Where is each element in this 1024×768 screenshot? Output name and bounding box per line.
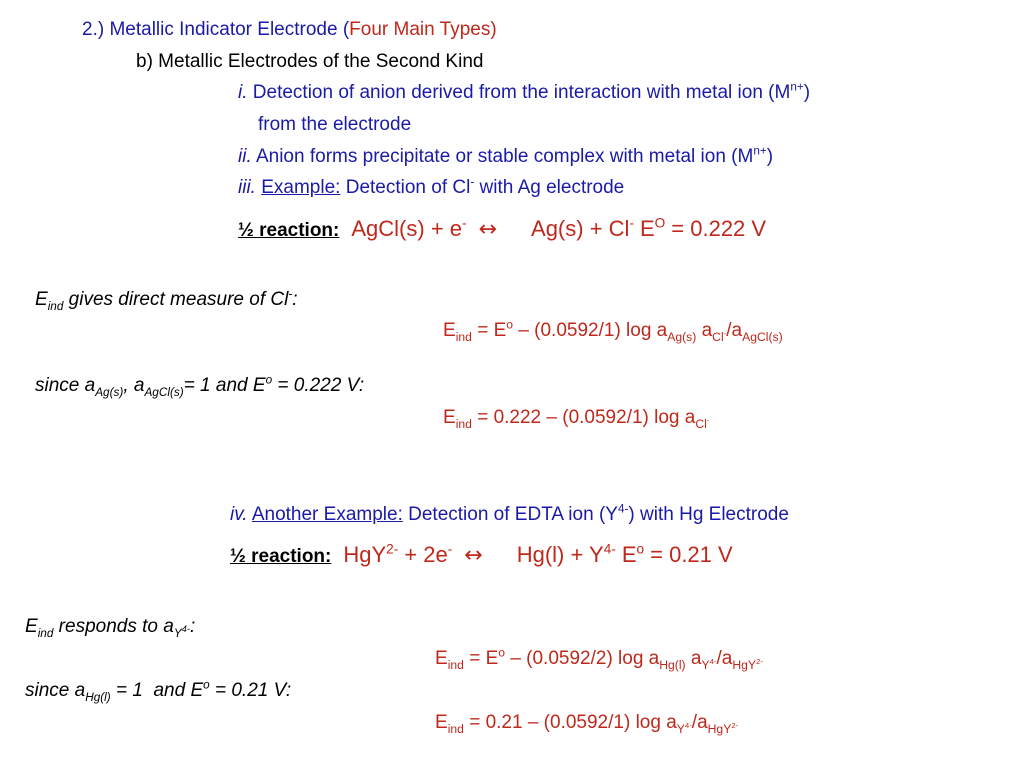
eq3-E: E (435, 648, 448, 669)
heading-types: Four Main Types (349, 19, 491, 40)
item-iii-tail: with Ag electrode (479, 177, 625, 198)
item-iv (230, 504, 789, 527)
e2-colon: : (190, 616, 196, 637)
item-ii-text: Anion forms precipitate or stable complex with metal ion (M (255, 146, 754, 167)
r2-product: Hg(l) + Y (516, 542, 604, 567)
item-iv-tail: ) with Hg Electrode (628, 504, 789, 525)
eq1-o: o (506, 317, 514, 332)
eq2-t1: = 0.222 – (0.0592/1) log a (477, 407, 696, 428)
r1-product: Ag(s) + Cl (531, 216, 630, 241)
item-iii-text: Detection of Cl (345, 177, 471, 198)
s1-t4: = 0.222 V: (277, 375, 365, 396)
s2-sub1: Hg(l) (85, 690, 111, 704)
eq3-t3: a (690, 648, 702, 669)
r2-sup2: - (447, 541, 453, 557)
eq3-sub2-text: Y (701, 657, 710, 672)
e1-colon: : (292, 289, 298, 310)
half-reaction-1 (238, 216, 766, 243)
r2-sup4: o (636, 541, 645, 557)
e2-sub2-text: Y (173, 626, 182, 640)
eq3-t2: – (0.0592/2) log a (510, 648, 660, 669)
example-label: Example: (261, 177, 341, 198)
s2-t3: = 0.21 V: (214, 680, 292, 701)
s1-sub2: AgCl(s) (144, 385, 184, 399)
item-i-close: ) (803, 82, 811, 103)
item-i (238, 82, 810, 105)
e2-E: E (25, 616, 38, 637)
eq3-sub3 (732, 658, 763, 672)
eq3-sub3-sup: 2- (756, 656, 763, 666)
eq1-t1: = E (477, 320, 507, 341)
eq2-sub-text: Cl (695, 416, 707, 431)
item-iii (238, 177, 624, 200)
eq4-sub2-text: HgY (707, 721, 732, 736)
r1-sup3: O (654, 215, 666, 231)
eq3-t1: = E (469, 648, 499, 669)
eq1-sub2-text: Cl (712, 329, 724, 344)
eq1-sub2-sup: - (723, 328, 727, 338)
e2-sub2 (173, 622, 191, 640)
eq2-sub-sup: - (706, 415, 710, 425)
r2-electrons: + 2e (404, 542, 448, 567)
eq1-t2: – (0.0592/1) log a (518, 320, 668, 341)
eq3-t4: /a (716, 648, 733, 669)
r1-E: E (639, 216, 655, 241)
eq1-E: E (443, 320, 456, 341)
half-reaction-2 (230, 542, 733, 569)
eq4-sub1-text: Y (676, 721, 685, 736)
eind-statement-1 (35, 289, 298, 312)
s1-sup: o (265, 373, 273, 387)
eind-statement-2 (25, 616, 195, 639)
another-example-label: Another Example: (251, 504, 403, 525)
r1-sup2: - (629, 215, 634, 231)
r2-sup1: 2- (386, 541, 399, 557)
eq3-sub2 (701, 658, 716, 672)
s1-t3: = 1 and E (183, 375, 266, 396)
eq4-t2: /a (691, 712, 708, 733)
e2-text: responds to a (58, 616, 174, 637)
heading-prefix: 2.) Metallic Indicator Electrode ( (82, 19, 350, 40)
heading-suffix: ) (490, 19, 497, 40)
item-i-sup: n+ (790, 80, 804, 94)
eq4-sub1-sup: 4- (684, 720, 692, 730)
eq4-sub2 (708, 722, 739, 736)
since-statement-2 (25, 680, 291, 703)
s1-t1: since a (35, 375, 96, 396)
eq1-t3: a (701, 320, 713, 341)
item-iv-text: Detection of EDTA ion (Y (408, 504, 618, 525)
item-ii-num: ii. (238, 146, 252, 167)
e1-E: E (35, 289, 48, 310)
subheading: b) Metallic Electrodes of the Second Kind (136, 51, 484, 72)
eq2-ind: ind (455, 416, 472, 431)
eq1-sub2 (712, 330, 726, 344)
item-i-line2: from the electrode (258, 114, 412, 135)
eq3-ind: ind (447, 657, 464, 672)
item-i-num: i. (238, 82, 248, 103)
slide-heading (82, 19, 497, 42)
equation-2 (443, 407, 709, 430)
r2-sup3: 4- (603, 541, 616, 557)
r1-value: = 0.222 V (671, 216, 767, 241)
r2-reactant: HgY (343, 542, 387, 567)
item-ii-close: ) (766, 146, 774, 167)
eq4-E: E (435, 712, 448, 733)
eq4-t1: = 0.21 – (0.0592/1) log a (469, 712, 677, 733)
r2-E: E (621, 542, 637, 567)
eq1-sub3: AgCl(s) (742, 329, 783, 344)
s2-t1: since a (25, 680, 86, 701)
e2-sub2-sup: 4- (181, 622, 191, 634)
e2-sub: ind (37, 626, 54, 640)
s1-t2: , a (123, 375, 145, 396)
equation-4 (435, 712, 738, 735)
r1-sup1: - (462, 215, 467, 231)
e1-sub: ind (47, 299, 64, 313)
r2-arrow: ↔ (464, 543, 483, 568)
item-ii-sup: n+ (753, 144, 767, 158)
eq4-sub1 (677, 722, 692, 736)
half-reaction-2-label: ½ reaction: (230, 546, 332, 567)
e1-text: gives direct measure of Cl (68, 289, 289, 310)
item-iii-num: iii. (238, 177, 256, 198)
eq4-ind: ind (447, 721, 464, 736)
e1-sup: - (288, 287, 293, 301)
equation-3 (435, 645, 763, 672)
eq1-t4: /a (726, 320, 743, 341)
eq3-sub3-text: HgY (732, 657, 756, 672)
s1-sub1: Ag(s) (95, 385, 124, 399)
item-iv-sup: 4- (617, 502, 629, 516)
item-iii-sup: - (470, 175, 475, 189)
since-statement-1 (35, 375, 364, 398)
eq1-ind: ind (455, 329, 472, 344)
equation-1 (443, 317, 783, 344)
item-i-text: Detection of anion derived from the interaction with metal ion (M (252, 82, 791, 103)
eq2-sub (695, 417, 709, 431)
eq3-sub2-sup: 4- (709, 656, 717, 666)
s2-t2: = 1 and E (110, 680, 204, 701)
s2-sup: o (203, 678, 210, 692)
eq4-sub2-sup: 2- (731, 720, 739, 730)
eq3-o: o (498, 645, 506, 660)
eq1-sub1: Ag(s) (667, 329, 697, 344)
item-ii (238, 146, 773, 169)
r2-value: = 0.21 V (650, 542, 733, 567)
eq2-E: E (443, 407, 456, 428)
eq3-sub1: Hg(l) (659, 657, 686, 672)
item-iv-num: iv. (230, 504, 248, 525)
r1-arrow: ↔ (478, 217, 498, 242)
r1-reactant: AgCl(s) + e (351, 216, 463, 241)
half-reaction-1-label: ½ reaction: (238, 220, 340, 241)
